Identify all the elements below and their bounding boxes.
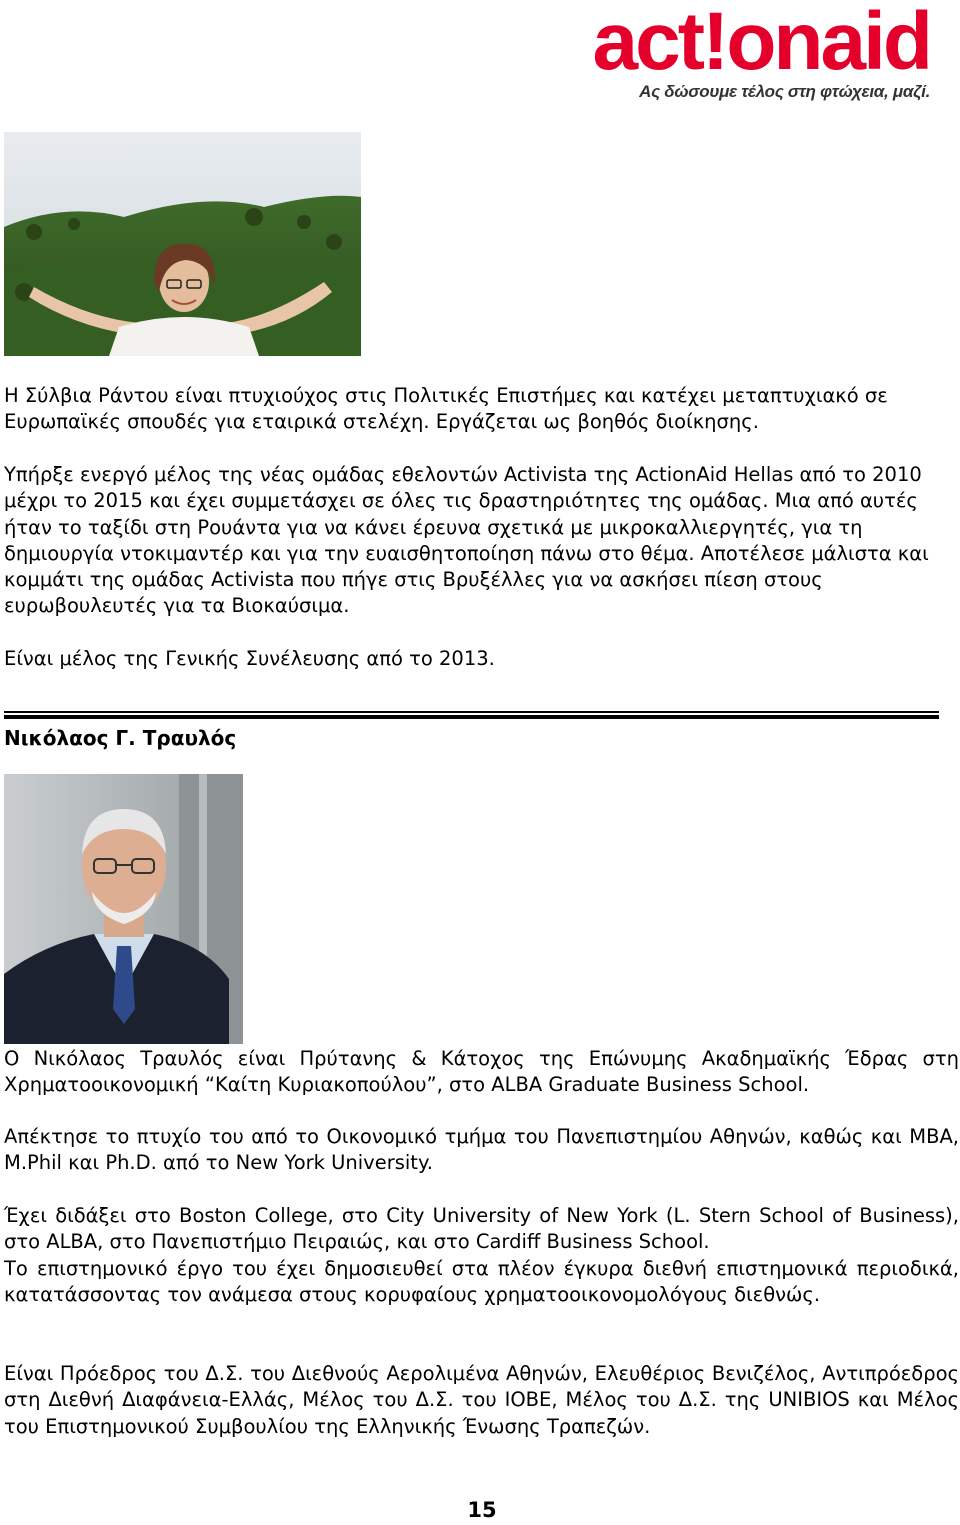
sylvia-bio-paragraph-1: Η Σύλβια Ράντου είναι πτυχιούχος στις Πολιτικές Επιστήμες και κατέχει μεταπτυχιακό σε Ευρωπαϊκές σπουδές για εταιρικά στελέχη. Εργάζεται ως βοηθός διοίκησης.: [4, 384, 888, 434]
profile-name-heading: Νικόλαος Γ. Τραυλός: [4, 726, 237, 750]
nikolaos-bio-paragraph-2: Απέκτησε το πτυχίο του από το Οικονομικό τμήμα του Πανεπιστημίου Αθηνών, καθώς και MBA, M.Phil και Ph.D. από το New York University.: [4, 1125, 959, 1175]
nikolaos-bio-paragraph-5: Είναι Πρόεδρος του Δ.Σ. του Διεθνούς Αερολιμένα Αθηνών, Ελευθέριος Βενιζέλος, Αντιπρόεδρος στη Διεθνή Διαφάνεια-Ελλάς, Μέλος του Δ.Σ. του ΙΟΒΕ, Μέλος του Δ.Σ. της UNIBIOS και Μέλος του Επιστημονικού Συμβουλίου της Ελληνικής Ένωσης Τραπεζών.: [4, 1362, 959, 1438]
actionaid-logo: act!onaid: [592, 0, 930, 87]
nikolaos-bio-paragraph-1: Ο Νικόλαος Τραυλός είναι Πρύτανης & Κάτοχος της Επώνυμης Ακαδημαϊκής Έδρας στη Χρηματοοικονομική “Καίτη Κυριακοπούλου”, στο ALBA Graduate Business School.: [4, 1047, 959, 1097]
section-divider-thick: [4, 715, 939, 719]
page-number: 15: [467, 1498, 497, 1522]
profile-photo-nikolaos: [4, 774, 243, 1044]
sylvia-bio-paragraph-3: Είναι μέλος της Γενικής Συνέλευσης από το 2013.: [4, 647, 495, 670]
sylvia-bio-paragraph-2: Υπήρξε ενεργό μέλος της νέας ομάδας εθελοντών Activista της ActionAid Hellas από το 2010 μέχρι το 2015 και έχει συμμετάσχει σε όλες τις δραστηριότητες της ομάδας. Μια από αυτές ήταν το ταξίδι στη Ρουάντα για να κάνει έρευνα σχετικά με μικροκαλλιεργητές, για τη δημιουργία ντοκιμαντέρ και για την ευαισθητοποίηση πάνω στο θέμα. Αποτέλεσε μάλιστα και κομμάτι της ομάδας Activista που πήγε στις Βρυξέλλες για να ασκήσει πίεση στους ευρωβουλευτές για τα Βιοκαύσιμα.: [4, 463, 929, 618]
nikolaos-bio-paragraph-3: Έχει διδάξει στο Boston College, στο City University of New York (L. Stern School of Business), στο ALBA, στο Πανεπιστήμιο Πειραιώς, και στο Cardiff Business School.: [4, 1204, 959, 1254]
logo-tagline: Ας δώσουμε τέλος στη φτώχεια, μαζί.: [639, 82, 930, 101]
profile-photo-sylvia: [4, 132, 361, 356]
nikolaos-bio-paragraph-4: Το επιστημονικό έργο του έχει δημοσιευθεί στα πλέον έγκυρα διεθνή επιστημονικά περιοδικά, κατατάσσοντας τον ανάμεσα στους κορυφαίους χρηματοοικονομολόγους διεθνώς.: [4, 1257, 959, 1307]
section-divider: [4, 711, 939, 713]
